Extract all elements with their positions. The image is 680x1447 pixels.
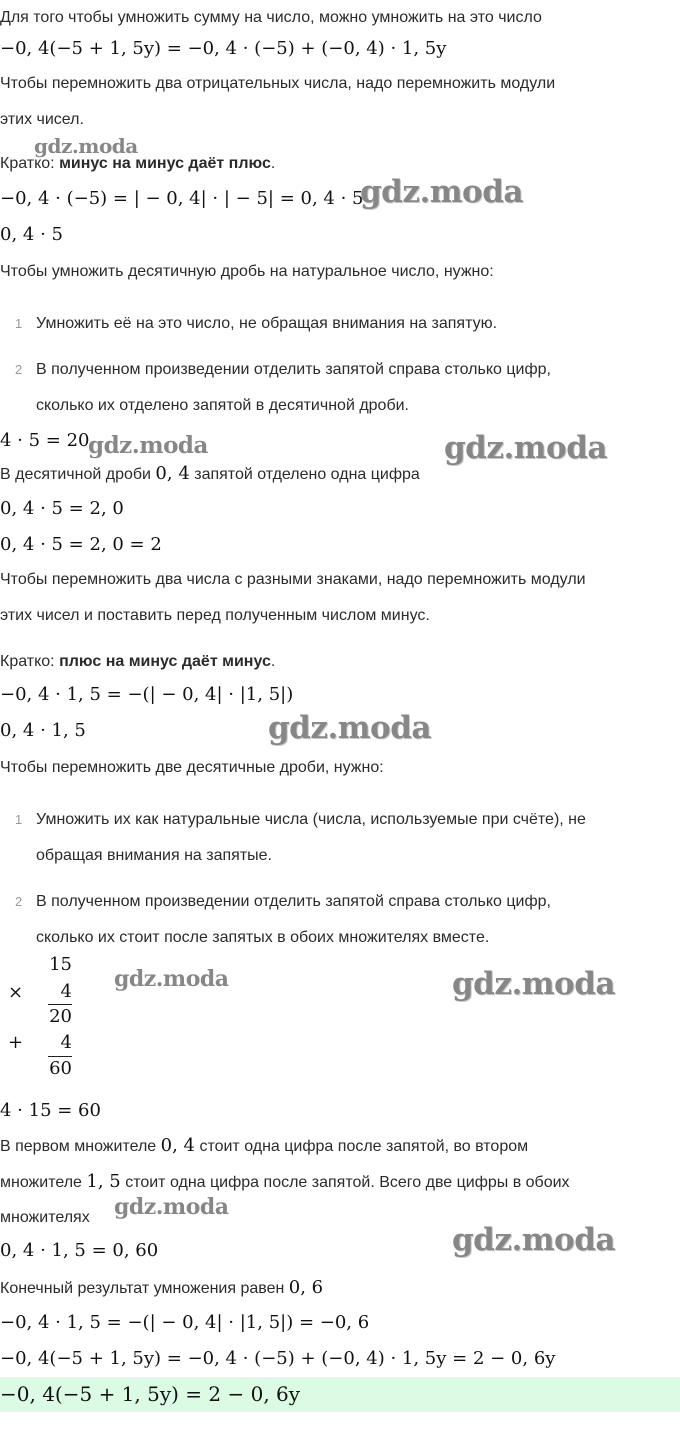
watermark: gdz.moda — [114, 1194, 229, 1220]
paragraph: В первом множителе 0, 4 стоит одна цифра после запятой, во втором — [0, 1135, 529, 1156]
paragraph: Для того чтобы умножить сумму на число, можно умножить на это число — [0, 9, 542, 26]
column-number: 60 — [49, 1058, 72, 1079]
paragraph: множителях — [0, 1209, 90, 1226]
paragraph: Чтобы перемножить две десятичные дроби, нужно: — [0, 759, 384, 776]
watermark: gdz.moda — [452, 966, 615, 1002]
paragraph: В десятичной дроби 0, 4 запятой отделено одна цифра — [0, 463, 420, 484]
column-number: 4 — [60, 1032, 72, 1053]
summary-line: Кратко: минус на минус даёт плюс. — [0, 155, 276, 172]
list-number: 2 — [15, 894, 23, 909]
summary-line: Кратко: плюс на минус даёт минус. — [0, 653, 276, 670]
watermark: gdz.moda — [88, 432, 208, 459]
formula: −0, 4(−5 + 1, 5y) = −0, 4 · (−5) + (−0, 4) · 1, 5y — [0, 38, 447, 59]
column-rule — [48, 1004, 72, 1005]
paragraph: Чтобы перемножить два числа с разными знаками, надо перемножить модули — [0, 571, 586, 588]
paragraph: Конечный результат умножения равен 0, 6 — [0, 1277, 324, 1298]
paragraph: Чтобы умножить десятичную дробь на натуральное число, нужно: — [0, 263, 494, 280]
list-number: 2 — [15, 362, 23, 377]
list-item: В полученном произведении отделить запятой справа столько цифр, — [36, 361, 551, 378]
paragraph: этих чисел. — [0, 111, 84, 128]
list-item: сколько их стоит после запятых в обоих множителях вместе. — [36, 929, 490, 946]
list-item: Умножить её на это число, не обращая внимания на запятую. — [36, 315, 498, 332]
watermark: gdz.moda — [360, 174, 523, 210]
list-item: обращая внимания на запятые. — [36, 847, 272, 864]
list-number: 1 — [15, 316, 23, 331]
watermark: gdz.moda — [268, 710, 431, 746]
list-item: Умножить их как натуральные числа (числа, используемые при счёте), не — [36, 811, 586, 828]
formula: 0, 4 · 5 = 2, 0 = 2 — [0, 534, 162, 555]
formula: 4 · 15 = 60 — [0, 1100, 101, 1121]
formula: 4 · 5 = 20 — [0, 430, 90, 451]
watermark: gdz.moda — [34, 134, 138, 158]
formula: −0, 4 · 1, 5 = −(| − 0, 4| · |1, 5|) — [0, 684, 294, 705]
watermark: gdz.moda — [444, 430, 607, 466]
column-rule — [48, 1056, 72, 1057]
list-item: сколько их отделено запятой в десятичной дроби. — [36, 397, 409, 414]
formula: −0, 4(−5 + 1, 5y) = −0, 4 · (−5) + (−0, 4) · 1, 5y = 2 − 0, 6y — [0, 1348, 556, 1369]
formula: 0, 4 · 1, 5 — [0, 720, 86, 741]
formula: −0, 4 · 1, 5 = −(| − 0, 4| · |1, 5|) = −0, 6 — [0, 1312, 370, 1333]
list-item: В полученном произведении отделить запятой справа столько цифр, — [36, 893, 551, 910]
formula: 0, 4 · 5 — [0, 224, 63, 245]
final-answer: −0, 4(−5 + 1, 5y) = 2 − 0, 6y — [0, 1382, 301, 1406]
times-sign: × — [8, 982, 24, 1003]
formula: −0, 4 · (−5) = | − 0, 4| · | − 5| = 0, 4 · 5 — [0, 188, 364, 209]
watermark: gdz.moda — [114, 966, 229, 992]
paragraph: множителе 1, 5 стоит одна цифра после запятой. Всего две цифры в обоих — [0, 1171, 570, 1192]
formula: 0, 4 · 1, 5 = 0, 60 — [0, 1240, 159, 1261]
column-number: 4 — [60, 981, 72, 1002]
plus-sign: + — [8, 1032, 24, 1053]
column-number: 20 — [49, 1006, 72, 1027]
list-number: 1 — [15, 812, 23, 827]
formula: 0, 4 · 5 = 2, 0 — [0, 498, 124, 519]
watermark: gdz.moda — [452, 1222, 615, 1258]
paragraph: этих чисел и поставить перед полученным числом минус. — [0, 607, 430, 624]
paragraph: Чтобы перемножить два отрицательных числа, надо перемножить модули — [0, 75, 556, 92]
column-number: 15 — [49, 954, 72, 975]
